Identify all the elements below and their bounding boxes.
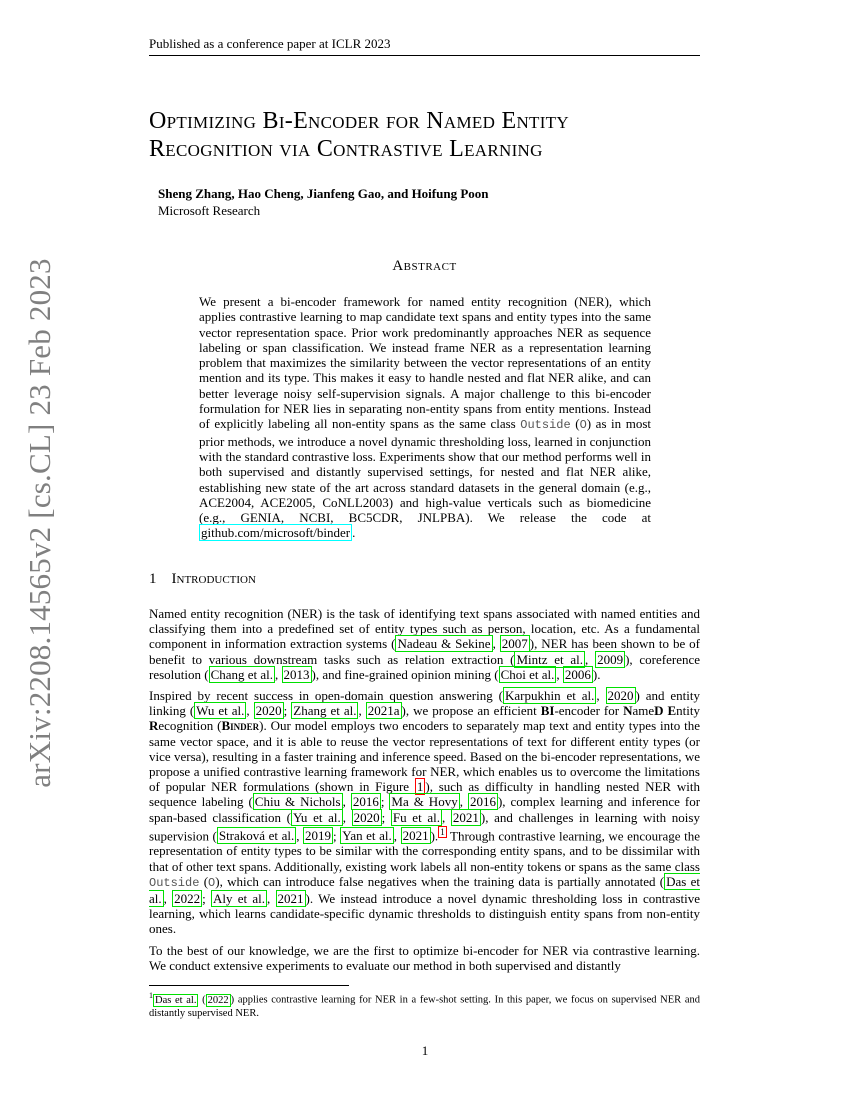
citation-link[interactable]: 2021a (367, 703, 400, 719)
citation-link[interactable]: 2016 (469, 794, 496, 810)
author-list: Sheng Zhang, Hao Cheng, Jianfeng Gao, and Hoifung Poon (158, 186, 489, 201)
affiliation: Microsoft Research (158, 203, 261, 218)
citation-link[interactable]: Aly et al. (213, 890, 266, 906)
footnote-divider (149, 985, 349, 986)
code-outside: Outside (149, 875, 200, 890)
citation-link[interactable]: Wu et al. (196, 703, 245, 719)
abstract-text: We present a bi-encoder framework for named entity recognition (NER), which applies contrastive learning to map candidate text spans and entity types into the same vector representation space. Prior work predominantly approaches NER as sequence labeling or span classification. We instead frame NER as a representation learning problem that maximizes the similarity between the vector representations of an entity mention and its type. This makes it easy to handle nested and flat NER alike, and can better leverage noisy self-supervision signals. A major challenge to this bi-encoder formulation for NER lies in separating non-entity spans from entity mentions. Instead of explicitly labeling all non-entity spans as the same class (199, 294, 651, 432)
title-line-2: Recognition via Contrastive Learning (149, 136, 543, 162)
arxiv-identifier: arXiv:2208.14565v2 [cs.CL] 23 Feb 2023 (22, 257, 57, 788)
citation-link[interactable]: 2022 (174, 890, 201, 906)
citation-link[interactable]: Ma & Hovy (391, 794, 458, 810)
section-number: 1 (149, 571, 157, 587)
footnote: $^1$ Das et al. ( 2022 ) applies contrastive learning for NER in a few-shot setting. In this paper, we focus on supervised NER and distantly supervised NER. (149, 991, 700, 1019)
citation-link[interactable]: 2016 (352, 794, 379, 810)
citation-link[interactable]: 2022 (207, 994, 229, 1006)
citation-link[interactable]: 2009 (597, 651, 624, 667)
acronym-letter: BI (540, 703, 555, 719)
citation-link[interactable]: Choi et al. (500, 666, 555, 682)
code-outside: Outside (520, 418, 571, 433)
acronym-letter: N (623, 703, 633, 719)
introduction-body (149, 606, 700, 979)
model-name: Binder (221, 718, 260, 734)
abstract-text: . (352, 525, 356, 541)
citation-link[interactable]: Chiu & Nichols (254, 794, 341, 810)
citation-link[interactable]: Das et al. (155, 994, 197, 1006)
citation-link[interactable]: 2019 (305, 828, 332, 844)
citation-link[interactable]: Nadeau & Sekine (397, 636, 491, 652)
abstract-body (199, 294, 651, 541)
arxiv-sidebar-stamp (20, 257, 60, 788)
acronym-letter: D E (654, 703, 677, 719)
abstract-heading: Abstract (392, 258, 457, 274)
citation-link[interactable]: Das et al. (149, 873, 700, 906)
section-title: Introduction (171, 571, 256, 587)
page-number: 1 (421, 1043, 429, 1058)
paper-title (149, 107, 709, 163)
acronym-letter: R (149, 718, 159, 734)
running-header: Published as a conference paper at ICLR 2023 (149, 36, 700, 56)
citation-link[interactable]: 2007 (501, 636, 528, 652)
citation-link[interactable]: Straková et al. (218, 828, 295, 844)
code-o: O (208, 875, 216, 890)
footnote-reference-link[interactable]: 1 (440, 826, 445, 837)
citation-link[interactable]: 2021 (402, 828, 429, 844)
intro-paragraph-2: Inspired by recent success in open-domain question answering ( Karpukhin et al. , 2020 ) and entity linking ( Wu et al. , 2020 ; Zhang et al. , 2021a ), we propose an efficient BI-encoder for NameD Entity Recognition (Binder). Our model employs two encoders to separately map text and entity types into the same vector space, and it is able to reuse the vector representations of text for different entity types (or vice versa), resulting in a faster training and inference speed. Based on the bi-encoder representations, we propose a unified contrastive learning framework for NER, which enables us to overcome the limitations of popular NER formulations (shown in Figure 1 ), such as difficulty in handling nested NER with sequence labeling ( Chiu & Nichols , 2016 ; Ma & Hovy , 2016 ), complex learning and inference for span-based classification ( Yu et al. , 2020 ; Fu et al. , 2021 ), and challenges in learning with noisy supervision ( Straková et al. , 2019 ; Yan et al. , 2021 ). $^1$ Through contrastive learning, we encourage the representation of entity types to be similar with the corresponding entity spans, and to be dissimilar with that of other text spans. Additionally, existing work labels all non-entity tokens or spans as the same class Outside (O), which can introduce false negatives when the training data is partially annotated ( Das et al. , 2022 ; Aly et al. , 2021 ). We instead introduce a novel dynamic thresholding loss in contrastive learning, which learns candidate-specific dynamic thresholds to distinguish entity spans from non-entity ones. (149, 688, 701, 937)
citation-link[interactable]: Yan et al. (342, 828, 392, 844)
title-line-1: Optimizing Bi-Encoder for Named Entity (149, 108, 569, 134)
citation-link[interactable]: 2020 (255, 703, 282, 719)
citation-link[interactable]: Fu et al. (392, 809, 440, 825)
code-o: O (579, 418, 587, 433)
citation-link[interactable]: Mintz et al. (516, 651, 584, 667)
citation-link[interactable]: Karpukhin et al. (504, 688, 595, 704)
citation-link[interactable]: 2020 (353, 809, 380, 825)
citation-link[interactable]: Zhang et al. (293, 703, 357, 719)
citation-link[interactable]: Yu et al. (292, 809, 341, 825)
intro-paragraph-1: Named entity recognition (NER) is the task of identifying text spans associated with named entities and classifying them into a predefined set of entity types such as person, location, etc. As a fundamental component in information extraction systems ( Nadeau & Sekine , 2007 ), NER has been shown to be of benefit to various downstream tasks such as relation extraction ( Mintz et al. , 2009 ), coreference resolution ( Chang et al. , 2013 ), and fine-grained opinion mining ( Choi et al. , 2006 ). (149, 606, 701, 682)
citation-link[interactable]: 2020 (607, 688, 634, 704)
citation-link[interactable]: 2013 (283, 666, 310, 682)
section-heading-introduction (149, 571, 256, 588)
abstract-text: ) as in most prior methods, we introduce a novel dynamic thresholding loss, learned in conjunction with the standard contrastive loss. Experiments show that our method performs well in both supervised and distantly supervised settings, for nested and flat NER alike, establishing new state of the art across standard datasets in the general domain (e.g., ACE2004, ACE2005, CoNLL2003) and high-value verticals such as biomedicine (e.g., GENIA, NCBI, BC5CDR, JNLPBA). We release the code at (199, 416, 651, 526)
citation-link[interactable]: 2006 (564, 666, 591, 682)
abstract-text: ( (570, 416, 580, 432)
code-repository-link[interactable]: github.com/microsoft/binder (201, 525, 351, 541)
citation-link[interactable]: 2021 (452, 809, 479, 825)
footnote-mark: 1 (149, 991, 153, 1000)
citation-link[interactable]: Chang et al. (210, 666, 274, 682)
citation-link[interactable]: 2021 (277, 890, 304, 906)
figure-reference-link[interactable]: 1 (416, 779, 424, 795)
intro-paragraph-3: To the best of our knowledge, we are the first to optimize bi-encoder for NER via contrastive learning. We conduct extensive experiments to evaluate our method in both supervised and distantly (149, 942, 700, 973)
